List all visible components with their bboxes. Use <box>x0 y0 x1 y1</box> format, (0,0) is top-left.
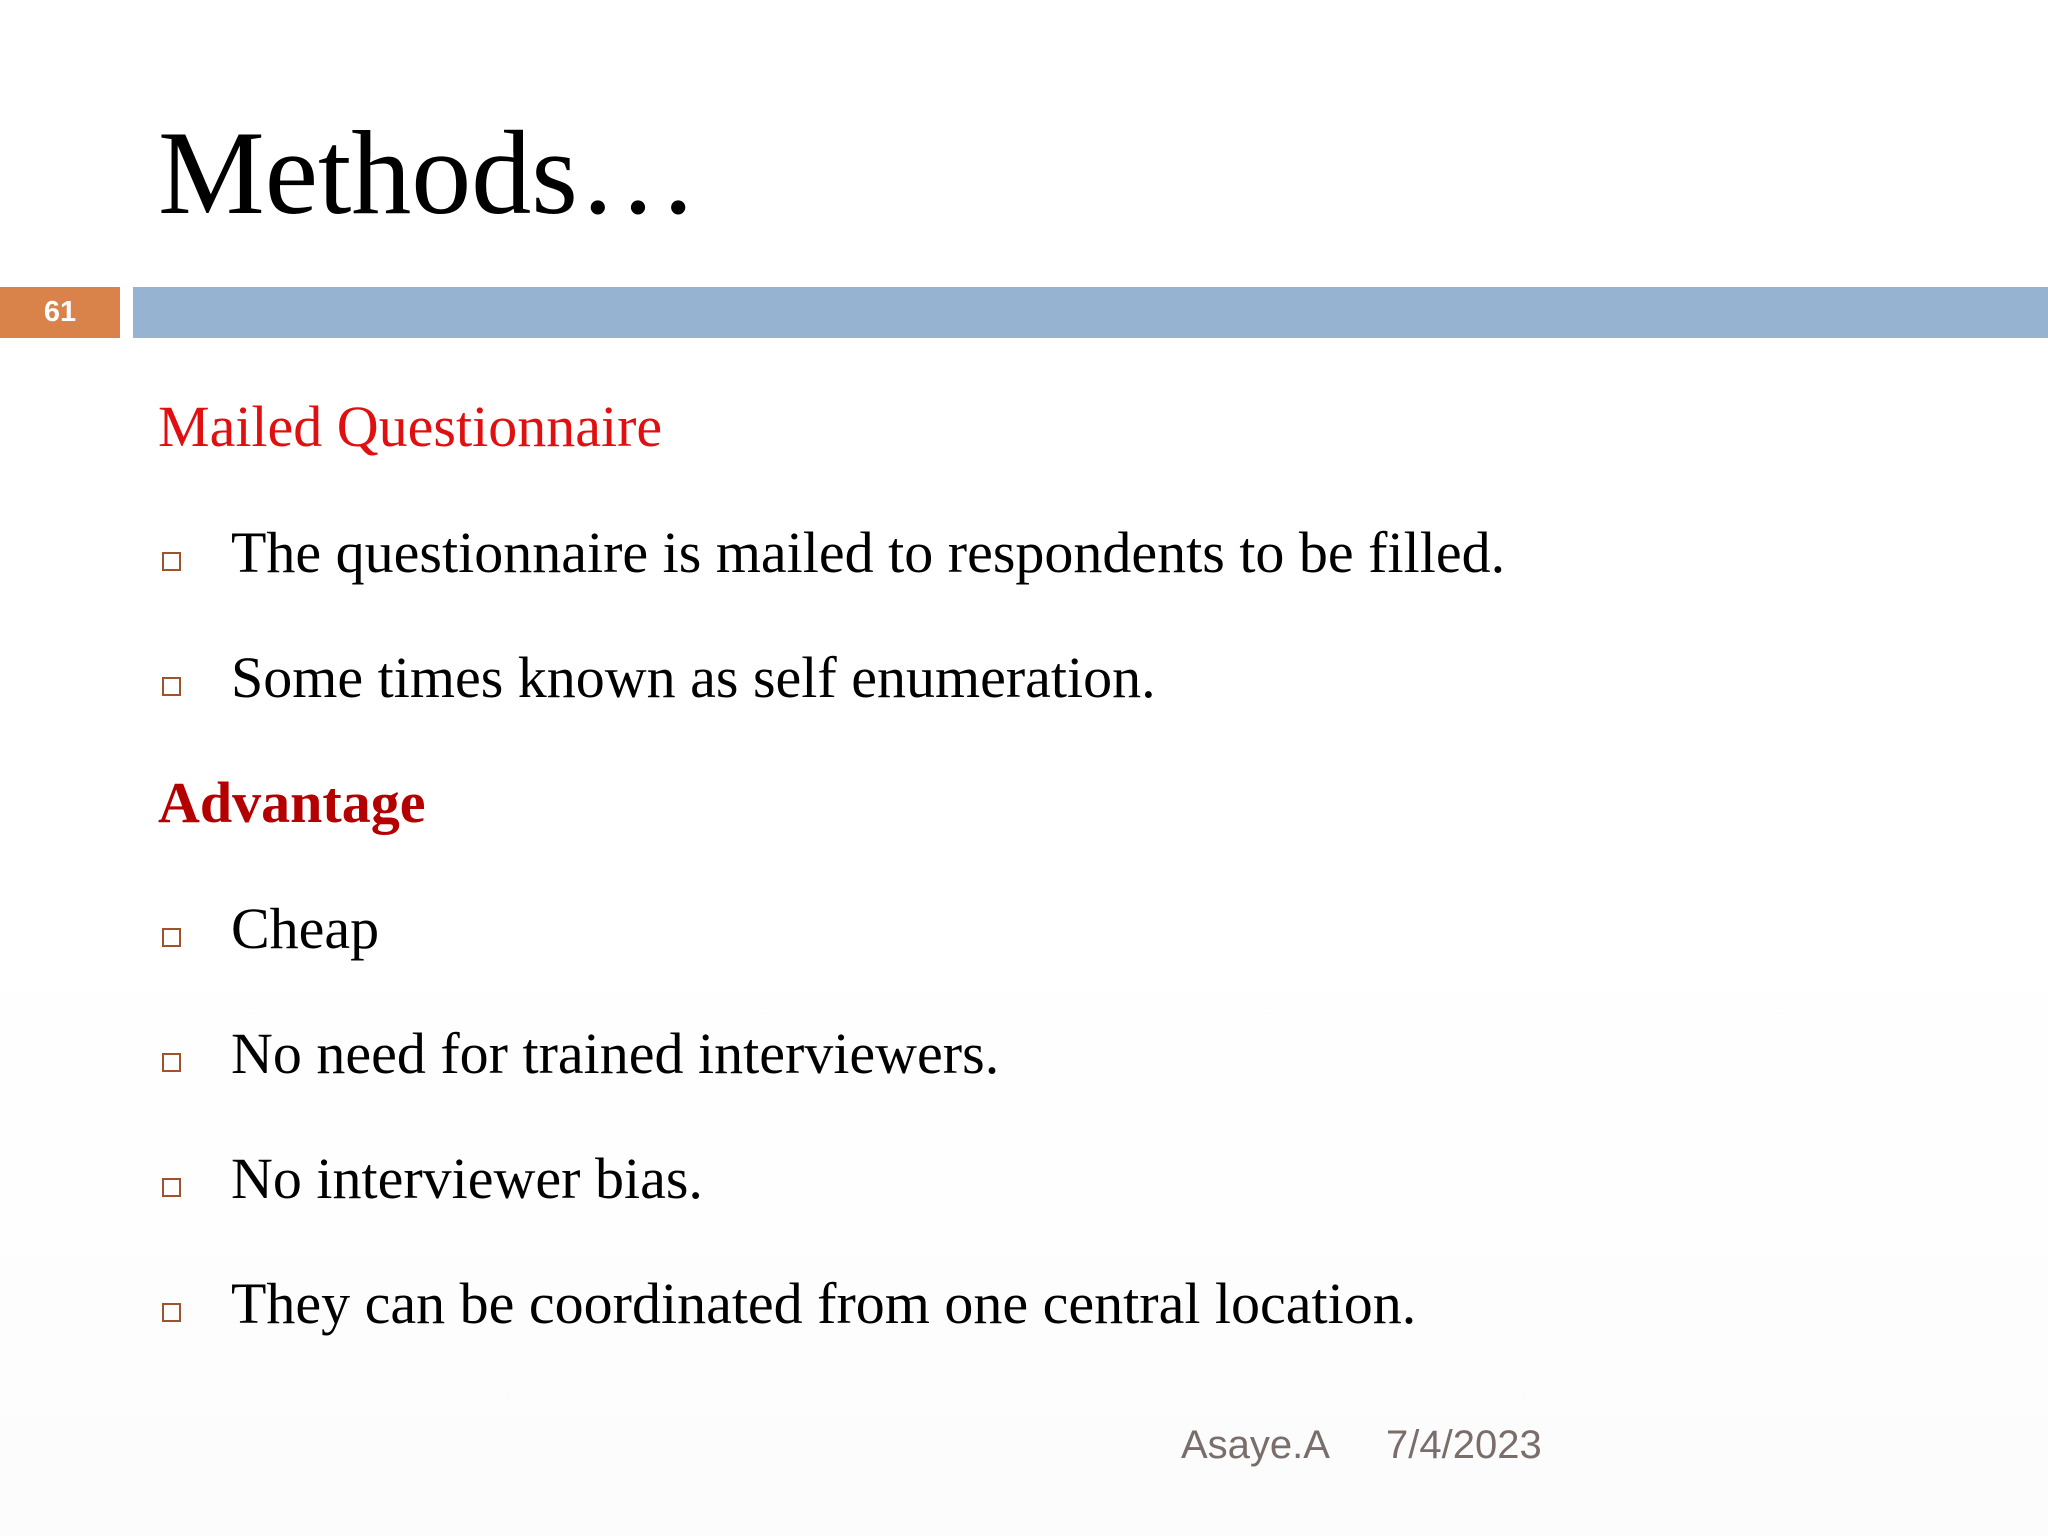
bullet-item <box>158 1266 1416 1342</box>
hollow-square-bullet-icon <box>162 677 181 696</box>
header-divider-bar <box>133 287 2048 338</box>
bullet-text: No interviewer bias. <box>231 1146 703 1211</box>
bullet-item <box>158 1016 999 1092</box>
bullet-text: No need for trained interviewers. <box>231 1021 1000 1086</box>
hollow-square-bullet-icon <box>162 928 181 947</box>
slide-number-badge: 61 <box>0 287 120 338</box>
bullet-text: They can be coordinated from one central location. <box>231 1271 1417 1336</box>
bullet-item <box>158 891 379 967</box>
hollow-square-bullet-icon <box>162 1303 181 1322</box>
hollow-square-bullet-icon <box>162 552 181 571</box>
bullet-item <box>158 640 1156 716</box>
bullet-item <box>158 1141 703 1217</box>
bullet-text: Cheap <box>231 896 380 961</box>
footer-date: 7/4/2023 <box>1386 1423 1542 1467</box>
bullet-text: The questionnaire is mailed to respondents to be filled. <box>231 520 1506 585</box>
section-heading-advantage: Advantage <box>158 770 426 835</box>
bullet-item <box>158 515 1505 591</box>
hollow-square-bullet-icon <box>162 1178 181 1197</box>
footer-author: Asaye.A <box>1181 1423 1330 1467</box>
bullet-text: Some times known as self enumeration. <box>231 645 1156 710</box>
slide-title: Methods… <box>158 106 698 239</box>
section-heading-mailed-questionnaire: Mailed Questionnaire <box>158 394 663 459</box>
hollow-square-bullet-icon <box>162 1053 181 1072</box>
